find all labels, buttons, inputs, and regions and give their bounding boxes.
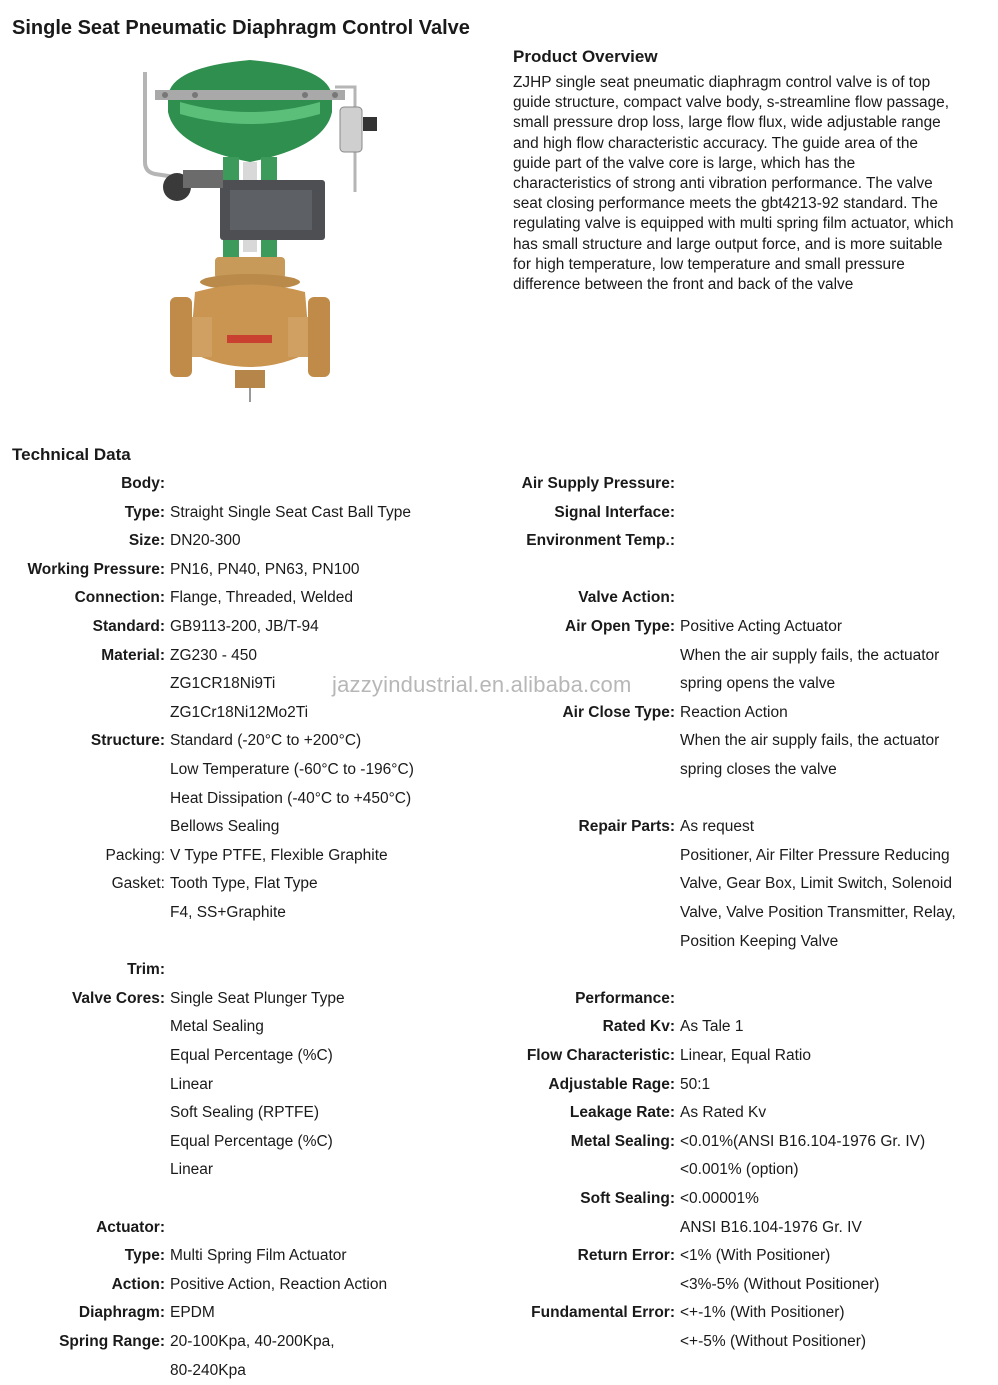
spec-row: [0, 470, 998, 498]
spec-value: spring closes the valve: [680, 761, 837, 778]
spec-label: Size:: [128, 532, 165, 550]
overview-line: for high temperature, low temperature and small pressure: [513, 255, 905, 273]
spec-value: ZG230 - 450: [170, 646, 258, 664]
spec-value: Multi Spring Film Actuator: [170, 1247, 347, 1265]
spec-value: As request: [680, 818, 755, 836]
spec-row: [0, 1357, 998, 1385]
spec-label: Rated Kv:: [602, 1018, 675, 1036]
spec-value: Equal Percentage (%C): [170, 1132, 333, 1150]
spec-label: Performance:: [575, 989, 675, 1007]
spec-value: ZG1CR18Ni9Ti: [170, 675, 276, 693]
spec-value: As Rated Kv: [680, 1104, 767, 1122]
spec-value: GB9113-200, JB/T-94: [170, 618, 319, 635]
overview-line: regulating valve is equipped with multi spring film actuator, which: [513, 215, 954, 233]
spec-label: Type:: [124, 503, 165, 521]
spec-label: Return Error:: [577, 1247, 675, 1265]
spec-value: Straight Single Seat Cast Ball Type: [170, 503, 411, 521]
spec-value: F4, SS+Graphite: [170, 904, 286, 921]
spec-value: <3%-5% (Without Positioner): [680, 1275, 880, 1293]
overview-line: difference between the front and back of the valve: [513, 276, 854, 294]
spec-label: Environment Temp.:: [526, 532, 675, 550]
spec-row: [0, 1299, 998, 1327]
valve-product-image: [135, 52, 395, 404]
spec-label: Leakage Rate:: [569, 1104, 675, 1122]
spec-row: [0, 928, 998, 956]
spec-label: Air Open Type:: [565, 618, 675, 635]
spec-row: [0, 785, 998, 813]
spec-label: Air Close Type:: [562, 703, 675, 721]
spec-row: [0, 727, 998, 755]
spec-value: Positive Acting Actuator: [680, 618, 842, 635]
spec-label: Signal Interface:: [554, 503, 675, 521]
spec-label: Repair Parts:: [578, 818, 675, 836]
spec-value: Reaction Action: [680, 703, 788, 721]
watermark: jazzyindustrial.en.alibaba.com: [332, 672, 632, 697]
spec-value: Flange, Threaded, Welded: [170, 589, 353, 607]
spec-value: Valve, Valve Position Transmitter, Relay,: [680, 904, 956, 921]
spec-row: [0, 1042, 998, 1070]
spec-label: Packing:: [105, 846, 165, 864]
overview-line: guide structure, compact valve body, s-streamline flow passage,: [513, 94, 949, 112]
technical-data-heading: Technical Data: [12, 445, 131, 464]
overview-line: ZJHP single seat pneumatic diaphragm control valve is of top: [513, 74, 931, 91]
overview-line: has small structure and large output force, and is more suitable: [513, 235, 943, 253]
spec-value: Tooth Type, Flat Type: [170, 875, 318, 893]
spec-value: Low Temperature (-60°C to -196°C): [170, 761, 414, 778]
spec-row: [0, 1214, 998, 1242]
spec-value: 80-240Kpa: [170, 1361, 246, 1379]
spec-row: [0, 899, 998, 927]
spec-label: Actuator:: [96, 1218, 165, 1236]
spec-row: [0, 1156, 998, 1184]
spec-value: When the air supply fails, the actuator: [680, 732, 940, 750]
spec-row: [0, 1185, 998, 1213]
overview-text: [513, 73, 988, 295]
spec-label: Working Pressure:: [27, 560, 165, 578]
spec-label: Trim:: [127, 961, 165, 979]
spec-label: Valve Cores:: [71, 989, 165, 1007]
spec-row: [0, 556, 998, 584]
overview-line: characteristics of strong anti vibration performance. The valve: [513, 175, 933, 193]
spec-value: ZG1Cr18Ni12Mo2Ti: [170, 703, 309, 721]
spec-value: 20-100Kpa, 40-200Kpa,: [170, 1333, 335, 1350]
spec-label: Action:: [111, 1275, 165, 1293]
overview-line: seat closing performance meets the gbt4213-92 standard. The: [513, 195, 938, 213]
spec-label: Material:: [101, 646, 165, 664]
spec-row: [0, 1071, 998, 1099]
spec-value: <0.01%(ANSI B16.104-1976 Gr. IV): [680, 1132, 926, 1150]
spec-value: PN16, PN40, PN63, PN100: [170, 560, 360, 578]
spec-value: Soft Sealing (RPTFE): [170, 1104, 320, 1122]
spec-value: <1% (With Positioner): [680, 1247, 831, 1265]
spec-value: <+-5% (Without Positioner): [680, 1333, 867, 1350]
spec-row: [0, 985, 998, 1013]
spec-row: [0, 699, 998, 727]
spec-value: Position Keeping Valve: [680, 932, 839, 950]
spec-label: Fundamental Error:: [531, 1304, 675, 1322]
spec-row: [0, 813, 998, 841]
spec-value: Linear: [170, 1075, 214, 1093]
spec-value: Positive Action, Reaction Action: [170, 1275, 388, 1293]
spec-value: ANSI B16.104-1976 Gr. IV: [680, 1218, 862, 1236]
overview-line: and high flow characteristic accuracy. The guide area of the: [513, 134, 918, 152]
spec-value: V Type PTFE, Flexible Graphite: [170, 846, 388, 864]
spec-row: [0, 956, 998, 984]
spec-row: [0, 1128, 998, 1156]
spec-value: spring opens the valve: [680, 675, 836, 693]
spec-label: Gasket:: [111, 875, 165, 893]
spec-label: Diaphragm:: [78, 1304, 165, 1322]
spec-value: Positioner, Air Filter Pressure Reducing: [680, 846, 950, 864]
spec-value: Metal Sealing: [170, 1018, 264, 1036]
spec-label: Valve Action:: [578, 589, 675, 607]
spec-label: Spring Range:: [59, 1333, 165, 1350]
spec-value: Linear, Equal Ratio: [680, 1047, 811, 1064]
spec-row: [0, 1328, 998, 1356]
spec-label: Standard:: [92, 618, 165, 635]
spec-label: Soft Sealing:: [580, 1190, 675, 1207]
overview-heading: Product Overview: [513, 47, 658, 66]
spec-value: Bellows Sealing: [170, 818, 280, 836]
spec-value: <0.00001%: [680, 1190, 759, 1207]
spec-value: When the air supply fails, the actuator: [680, 646, 940, 664]
spec-value: <0.001% (option): [680, 1161, 799, 1179]
spec-label: Structure:: [90, 732, 165, 750]
spec-row: [0, 499, 998, 527]
spec-value: Equal Percentage (%C): [170, 1047, 333, 1064]
spec-row: [0, 1099, 998, 1127]
spec-row: [0, 527, 998, 555]
spec-label: Body:: [121, 475, 165, 492]
spec-value: <+-1% (With Positioner): [680, 1304, 845, 1322]
spec-value: DN20-300: [170, 532, 241, 550]
spec-label: Connection:: [74, 589, 165, 607]
spec-value: Heat Dissipation (-40°C to +450°C): [170, 789, 412, 807]
spec-value: As Tale 1: [680, 1018, 744, 1036]
spec-row: [0, 870, 998, 898]
spec-row: [0, 642, 998, 670]
spec-label: Metal Sealing:: [570, 1132, 675, 1150]
spec-value: Linear: [170, 1161, 214, 1179]
spec-row: [0, 1242, 998, 1270]
spec-row: [0, 842, 998, 870]
spec-value: Valve, Gear Box, Limit Switch, Solenoid: [680, 875, 952, 893]
spec-value: EPDM: [170, 1304, 215, 1322]
overview-line: guide part of the valve core is large, which has the: [513, 154, 856, 172]
spec-value: 50:1: [680, 1075, 711, 1093]
overview-line: small pressure drop loss, large flow flux, wide adjustable range: [513, 114, 941, 132]
spec-row: [0, 613, 998, 641]
spec-row: [0, 756, 998, 784]
spec-label: Flow Characteristic:: [526, 1047, 675, 1064]
spec-value: Standard (-20°C to +200°C): [170, 732, 362, 750]
spec-row: [0, 1271, 998, 1299]
spec-value: Single Seat Plunger Type: [170, 989, 345, 1007]
page-title: Single Seat Pneumatic Diaphragm Control Valve: [12, 17, 470, 39]
spec-row: [0, 584, 998, 612]
spec-label: Type:: [124, 1247, 165, 1265]
spec-row: [0, 1013, 998, 1041]
spec-label: Adjustable Rage:: [548, 1075, 675, 1093]
spec-label: Air Supply Pressure:: [521, 475, 675, 492]
